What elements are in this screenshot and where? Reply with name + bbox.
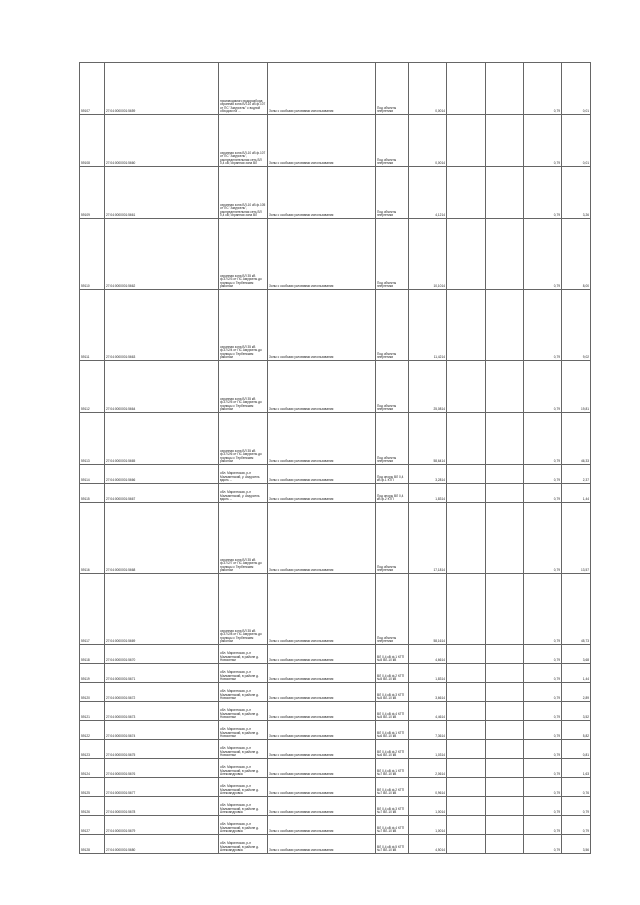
row-number: 59119 <box>80 664 105 683</box>
purpose: Под объекты энергетики <box>376 503 409 574</box>
table-row <box>80 683 591 702</box>
empty-cell <box>447 664 486 683</box>
table-row <box>80 664 591 683</box>
amount: 45,73 <box>562 574 591 645</box>
purpose: ВЛ 0,4 кВ ф.2 КТП №7 ВЛ-10 кВ <box>376 778 409 797</box>
location: обл. Мариэтская, р-н Мальменский, в районе д. Новоселки <box>219 645 268 664</box>
empty-cell <box>486 413 524 465</box>
coefficient: 0,79 <box>524 778 562 797</box>
restriction-type: Зоны с особыми условиями использования <box>268 835 376 854</box>
restriction-type: Зоны с особыми условиями использования <box>268 664 376 683</box>
area-value: 4,6614 <box>409 645 447 664</box>
cadastral-number: 27:04:0000001:5677 <box>105 778 219 797</box>
coefficient: 0,79 <box>524 413 562 465</box>
cadastral-number: 27:04:0000001:5668 <box>105 503 219 574</box>
restriction-type: Зоны с особыми условиями использования <box>268 778 376 797</box>
row-number: 59127 <box>80 816 105 835</box>
row-number: 59123 <box>80 740 105 759</box>
location: обл. Мариэтская, р-н Мальменский, в районе д. Новоселки <box>219 683 268 702</box>
location: охранная зона ВЛ 35 кВ ф.37/2/4 от ПС Амурсель до границы с Тербенским районом <box>219 290 268 361</box>
purpose: Под объекты энергетики <box>376 413 409 465</box>
area-value: 1,0014 <box>409 797 447 816</box>
row-number: 59107 <box>80 63 105 115</box>
table-row <box>80 361 591 413</box>
empty-cell <box>486 797 524 816</box>
cadastral-number: 27:04:0000001:5665 <box>105 413 219 465</box>
area-value: 7,3614 <box>409 721 447 740</box>
row-number: 59116 <box>80 503 105 574</box>
area-value: 4,5014 <box>409 835 447 854</box>
amount: 1,44 <box>562 484 591 503</box>
empty-cell <box>447 63 486 115</box>
coefficient: 0,79 <box>524 167 562 219</box>
restriction-type: Зоны с особыми условиями использования <box>268 740 376 759</box>
restriction-type: Зоны с особыми условиями использования <box>268 797 376 816</box>
cadastral-number: 27:04:0000001:5674 <box>105 721 219 740</box>
row-number: 59109 <box>80 167 105 219</box>
row-number: 59122 <box>80 721 105 740</box>
empty-cell <box>486 683 524 702</box>
cadastral-number: 27:04:0000001:5675 <box>105 740 219 759</box>
empty-cell <box>486 835 524 854</box>
area-value: 0,9614 <box>409 778 447 797</box>
cadastral-number: 27:04:0000001:5667 <box>105 484 219 503</box>
area-value: 1,0014 <box>409 816 447 835</box>
location: обл. Мариэтская, р-н Мальменский, в районе д. Новоселки <box>219 702 268 721</box>
empty-cell <box>447 645 486 664</box>
empty-cell <box>486 63 524 115</box>
amount: 3,56 <box>562 835 591 854</box>
coefficient: 0,79 <box>524 759 562 778</box>
row-number: 59114 <box>80 465 105 484</box>
location: охранная зона ВЛ-10 кВ ф.107 от ПС "Амурсель", распределительная сеть ВЛ 0,4 кВ; охранная зона ВЛ <box>219 115 268 167</box>
location: охранная зона ВЛ 35 кВ ф.37/2/7 от ПС Амурсель до границы с Тербенским районом <box>219 503 268 574</box>
purpose: Под опоры ВЛ 0,4 кВ ф.2 КТП <box>376 484 409 503</box>
empty-cell <box>486 361 524 413</box>
area-value: 11,4214 <box>409 290 447 361</box>
empty-cell <box>486 484 524 503</box>
cadastral-number: 27:04:0000001:5678 <box>105 797 219 816</box>
empty-cell <box>486 759 524 778</box>
empty-cell <box>447 115 486 167</box>
coefficient: 0,79 <box>524 115 562 167</box>
amount: 0,76 <box>562 778 591 797</box>
restriction-type: Зоны с особыми условиями использования <box>268 503 376 574</box>
table-body <box>80 63 591 854</box>
empty-cell <box>486 465 524 484</box>
empty-cell <box>486 740 524 759</box>
area-value: 4,1214 <box>409 167 447 219</box>
purpose: Под объекты энергетики <box>376 361 409 413</box>
row-number: 59124 <box>80 759 105 778</box>
amount: 3,68 <box>562 645 591 664</box>
table-row <box>80 465 591 484</box>
restriction-type: Зоны с особыми условиями использования <box>268 63 376 115</box>
empty-cell <box>486 664 524 683</box>
purpose: Под объекты энергетики <box>376 115 409 167</box>
empty-cell <box>447 740 486 759</box>
area-value: 58,1614 <box>409 574 447 645</box>
coefficient: 0,79 <box>524 797 562 816</box>
amount: 1,63 <box>562 759 591 778</box>
coefficient: 0,79 <box>524 63 562 115</box>
purpose: ВЛ 0,4 кВ ф.4 КТП №7 ВЛ-10 кВ <box>376 816 409 835</box>
location: обл. Мариэтская, р-н Мальменский, в районе д. Новоселки <box>219 664 268 683</box>
location: производимого водоразбора; охранная зона ВЛ-10 кВ ф.107 от ПС "Амурсель" с водной обходом на ... <box>219 63 268 115</box>
cadastral-number: 27:04:0000001:5659 <box>105 63 219 115</box>
location: обл. Мариэтская, р-н Мальменский, в районе д. Александровка <box>219 797 268 816</box>
empty-cell <box>447 574 486 645</box>
table-row <box>80 115 591 167</box>
table-row <box>80 778 591 797</box>
purpose: ВЛ 0,4 кВ ф.1 КТП №6 ВЛ-10 кВ <box>376 721 409 740</box>
location: обл. Мариэтская, р-н Мальменский, в районе д. Александровка <box>219 778 268 797</box>
cadastral-number: 27:04:0000001:5672 <box>105 683 219 702</box>
amount: 0,79 <box>562 816 591 835</box>
coefficient: 0,79 <box>524 664 562 683</box>
restriction-type: Зоны с особыми условиями использования <box>268 683 376 702</box>
table-row <box>80 63 591 115</box>
empty-cell <box>486 503 524 574</box>
purpose: Под объекты энергетики <box>376 167 409 219</box>
coefficient: 0,79 <box>524 484 562 503</box>
empty-cell <box>447 503 486 574</box>
restriction-type: Зоны с особыми условиями использования <box>268 645 376 664</box>
empty-cell <box>447 816 486 835</box>
amount: 3,52 <box>562 702 591 721</box>
empty-cell <box>447 759 486 778</box>
empty-cell <box>486 219 524 290</box>
empty-cell <box>486 816 524 835</box>
purpose: ВЛ 0,4 кВ ф.1 КТП №7 ВЛ-10 кВ <box>376 759 409 778</box>
cadastral-number: 27:04:0000001:5671 <box>105 664 219 683</box>
empty-cell <box>486 778 524 797</box>
row-number: 59111 <box>80 290 105 361</box>
empty-cell <box>486 645 524 664</box>
row-number: 59112 <box>80 361 105 413</box>
empty-cell <box>447 361 486 413</box>
coefficient: 0,79 <box>524 702 562 721</box>
purpose: Под объекты энергетики <box>376 574 409 645</box>
empty-cell <box>447 721 486 740</box>
empty-cell <box>447 167 486 219</box>
restriction-type: Зоны с особыми условиями использования <box>268 816 376 835</box>
amount: 1,44 <box>562 664 591 683</box>
purpose: ВЛ 0,4 кВ ф.3 КТП №5 ВЛ-10 кВ <box>376 683 409 702</box>
empty-cell <box>447 778 486 797</box>
amount: 2,37 <box>562 465 591 484</box>
row-number: 59117 <box>80 574 105 645</box>
row-number: 59128 <box>80 835 105 854</box>
purpose: Под объекты энергетики <box>376 290 409 361</box>
amount: 3,26 <box>562 167 591 219</box>
purpose: ВЛ 0,4 кВ ф.2 КТП №6 ВЛ-10 кВ <box>376 740 409 759</box>
purpose: Под объекты энергетики <box>376 63 409 115</box>
location: охранная зона ВЛ 35 кВ ф.37/2/8 от ПС Амурсель до границы с Тербенским районом <box>219 574 268 645</box>
location: охранная зона ВЛ-10 кВ ф.105 от ПС "Амурсель", распределительная сеть ВЛ 0,4 кВ; охранная зона ВЛ <box>219 167 268 219</box>
register-table <box>79 62 591 854</box>
restriction-type: Зоны с особыми условиями использования <box>268 115 376 167</box>
area-value: 1,8314 <box>409 484 447 503</box>
coefficient: 0,79 <box>524 816 562 835</box>
cadastral-number: 27:04:0000001:5662 <box>105 219 219 290</box>
table-row <box>80 484 591 503</box>
area-value: 4,4614 <box>409 702 447 721</box>
restriction-type: Зоны с особыми условиями использования <box>268 219 376 290</box>
coefficient: 0,79 <box>524 465 562 484</box>
table-row <box>80 835 591 854</box>
amount: 5,82 <box>562 721 591 740</box>
location: обл. Мариэтская, р-н Мальменский, в районе д. Александровка <box>219 759 268 778</box>
location: обл. Мариэтская, р-н Мальменский, в районе д. Александровка <box>219 835 268 854</box>
empty-cell <box>447 702 486 721</box>
empty-cell <box>447 413 486 465</box>
row-number: 59113 <box>80 413 105 465</box>
location: обл. Мариэтская, р-н Мальменский, в районе д. Новоселки <box>219 721 268 740</box>
area-value: 1,8314 <box>409 664 447 683</box>
restriction-type: Зоны с особыми условиями использования <box>268 759 376 778</box>
row-number: 59121 <box>80 702 105 721</box>
purpose: ВЛ 0,4 кВ ф.1 КТП №5 ВЛ-10 кВ <box>376 645 409 664</box>
restriction-type: Зоны с особыми условиями использования <box>268 465 376 484</box>
table-row <box>80 167 591 219</box>
amount: 13,57 <box>562 503 591 574</box>
empty-cell <box>447 797 486 816</box>
amount: 19,81 <box>562 361 591 413</box>
row-number: 59126 <box>80 797 105 816</box>
cadastral-number: 27:04:0000001:5673 <box>105 702 219 721</box>
row-number: 59115 <box>80 484 105 503</box>
area-value: 58,6414 <box>409 413 447 465</box>
location: обл. Мариэтская, р-н Мальменский, у. Амурсель вдоль ... <box>219 465 268 484</box>
table-row <box>80 740 591 759</box>
empty-cell <box>447 219 486 290</box>
restriction-type: Зоны с особыми условиями использования <box>268 290 376 361</box>
empty-cell <box>447 484 486 503</box>
amount: 0,79 <box>562 797 591 816</box>
area-value: 25,0814 <box>409 361 447 413</box>
coefficient: 0,79 <box>524 740 562 759</box>
table-row <box>80 219 591 290</box>
table-row <box>80 413 591 465</box>
restriction-type: Зоны с особыми условиями использования <box>268 702 376 721</box>
row-number: 59118 <box>80 645 105 664</box>
purpose: ВЛ 0,4 кВ ф.3 КТП №7 ВЛ-10 кВ <box>376 797 409 816</box>
area-value: 3,6614 <box>409 683 447 702</box>
coefficient: 0,79 <box>524 290 562 361</box>
coefficient: 0,79 <box>524 645 562 664</box>
empty-cell <box>447 835 486 854</box>
row-number: 59108 <box>80 115 105 167</box>
amount: 0,01 <box>562 63 591 115</box>
purpose: ВЛ 0,4 кВ ф.4 КТП №5 ВЛ-10 кВ <box>376 702 409 721</box>
cadastral-number: 27:04:0000001:5661 <box>105 167 219 219</box>
coefficient: 0,79 <box>524 574 562 645</box>
table-row <box>80 290 591 361</box>
restriction-type: Зоны с особыми условиями использования <box>268 721 376 740</box>
table-row <box>80 645 591 664</box>
location: обл. Мариэтская, р-н Мальменский, в районе д. Александровка <box>219 816 268 835</box>
amount: 0,01 <box>562 115 591 167</box>
coefficient: 0,79 <box>524 219 562 290</box>
area-value: 1,0314 <box>409 740 447 759</box>
cadastral-number: 27:04:0000001:5660 <box>105 115 219 167</box>
coefficient: 0,79 <box>524 835 562 854</box>
restriction-type: Зоны с особыми условиями использования <box>268 413 376 465</box>
coefficient: 0,79 <box>524 503 562 574</box>
restriction-type: Зоны с особыми условиями использования <box>268 361 376 413</box>
cadastral-number: 27:04:0000001:5663 <box>105 290 219 361</box>
location: охранная зона ВЛ 35 кВ ф.37/2/6 от ПС Амурсель до границы с Тербенским районом <box>219 413 268 465</box>
amount: 2,89 <box>562 683 591 702</box>
empty-cell <box>486 167 524 219</box>
purpose: ВЛ 0,4 кВ ф.5 КТП №7 ВЛ-10 кВ <box>376 835 409 854</box>
empty-cell <box>486 721 524 740</box>
table-row <box>80 816 591 835</box>
table-row <box>80 574 591 645</box>
cadastral-number: 27:04:0000001:5680 <box>105 835 219 854</box>
location: охранная зона ВЛ 35 кВ ф.37/2/3 от ПС Амурсель до границы с Тербенским районом <box>219 219 268 290</box>
location: охранная зона ВЛ 35 кВ ф.37/2/5 от ПС Амурсель до границы с Тербенским районом <box>219 361 268 413</box>
empty-cell <box>486 702 524 721</box>
cadastral-number: 27:04:0000001:5664 <box>105 361 219 413</box>
area-value: 0,0014 <box>409 63 447 115</box>
amount: 9,02 <box>562 290 591 361</box>
purpose: Под объекты энергетики <box>376 219 409 290</box>
purpose: ВЛ 0,4 кВ ф.2 КТП №5 ВЛ-10 кВ <box>376 664 409 683</box>
empty-cell <box>486 290 524 361</box>
restriction-type: Зоны с особыми условиями использования <box>268 167 376 219</box>
amount: 8,00 <box>562 219 591 290</box>
location: обл. Мариэтская, р-н Мальменский, у. Амурсель вдоль ... <box>219 484 268 503</box>
restriction-type: Зоны с особыми условиями использования <box>268 484 376 503</box>
cadastral-number: 27:04:0000001:5676 <box>105 759 219 778</box>
empty-cell <box>447 465 486 484</box>
cadastral-number: 27:04:0000001:5666 <box>105 465 219 484</box>
amount: 0,81 <box>562 740 591 759</box>
area-value: 0,0014 <box>409 115 447 167</box>
coefficient: 0,79 <box>524 683 562 702</box>
empty-cell <box>486 574 524 645</box>
empty-cell <box>447 290 486 361</box>
purpose: Под опоры ВЛ 0,4 кВ ф.1 КТП <box>376 465 409 484</box>
area-value: 3,2814 <box>409 465 447 484</box>
table-row <box>80 797 591 816</box>
row-number: 59125 <box>80 778 105 797</box>
coefficient: 0,79 <box>524 721 562 740</box>
cadastral-number: 27:04:0000001:5670 <box>105 645 219 664</box>
restriction-type: Зоны с особыми условиями использования <box>268 574 376 645</box>
amount: 46,33 <box>562 413 591 465</box>
row-number: 59110 <box>80 219 105 290</box>
location: обл. Мариэтская, р-н Мальменский, в районе д. Новоселки <box>219 740 268 759</box>
coefficient: 0,79 <box>524 361 562 413</box>
cadastral-number: 27:04:0000001:5679 <box>105 816 219 835</box>
empty-cell <box>447 683 486 702</box>
row-number: 59120 <box>80 683 105 702</box>
table-row <box>80 721 591 740</box>
area-value: 10,1014 <box>409 219 447 290</box>
cadastral-number: 27:04:0000001:5669 <box>105 574 219 645</box>
table-row <box>80 503 591 574</box>
table-row <box>80 702 591 721</box>
empty-cell <box>486 115 524 167</box>
area-value: 2,0614 <box>409 759 447 778</box>
table-row <box>80 759 591 778</box>
area-value: 17,1814 <box>409 503 447 574</box>
